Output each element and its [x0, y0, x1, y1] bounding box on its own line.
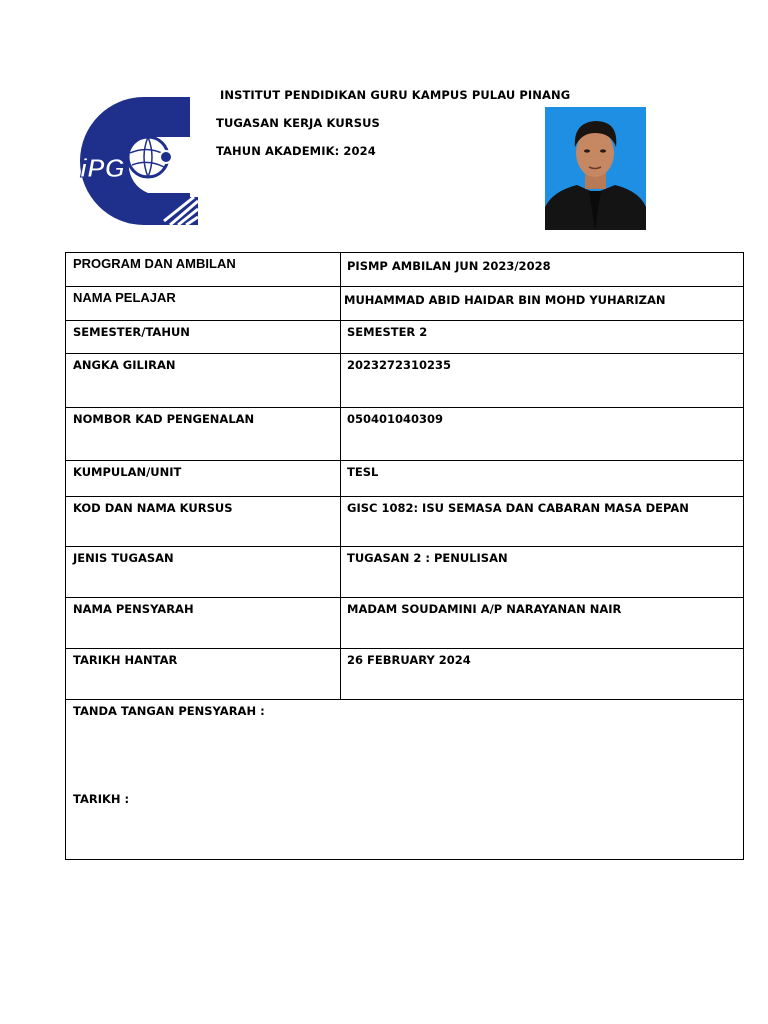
- index-number-label: ANGKA GILIRAN: [66, 354, 341, 408]
- student-name-label: NAMA PELAJAR: [66, 287, 341, 321]
- academic-year: TAHUN AKADEMIK: 2024: [216, 144, 376, 158]
- assignment-type-label: JENIS TUGASAN: [66, 547, 341, 598]
- table-row: [66, 598, 744, 649]
- table-row: [66, 497, 744, 547]
- signature-row: [66, 700, 744, 860]
- ic-number-label: NOMBOR KAD PENGENALAN: [66, 408, 341, 461]
- table-row: [66, 547, 744, 598]
- signature-date-label: TARIKH :: [73, 792, 130, 806]
- lecturer-signature-label: TANDA TANGAN PENSYARAH :: [73, 704, 265, 718]
- table-row: [66, 461, 744, 497]
- table-row: [66, 287, 744, 321]
- signature-cell: [66, 700, 744, 860]
- table-row: [66, 321, 744, 354]
- course-value: GISC 1082: ISU SEMASA DAN CABARAN MASA DEPAN: [341, 497, 744, 547]
- lecturer-value: MADAM SOUDAMINI A/P NARAYANAN NAIR: [341, 598, 744, 649]
- lecturer-label: NAMA PENSYARAH: [66, 598, 341, 649]
- student-name-value: MUHAMMAD ABID HAIDAR BIN MOHD YUHARIZAN: [341, 287, 744, 321]
- course-label: KOD DAN NAMA KURSUS: [66, 497, 341, 547]
- logo-text: iPG: [80, 153, 125, 183]
- table-row: [66, 408, 744, 461]
- student-info-table: [65, 252, 744, 860]
- group-value: TESL: [341, 461, 744, 497]
- ipg-logo: [78, 97, 198, 225]
- table-row: [66, 649, 744, 700]
- submission-date-value: 26 FEBRUARY 2024: [341, 649, 744, 700]
- table-row: [66, 253, 744, 287]
- semester-label: SEMESTER/TAHUN: [66, 321, 341, 354]
- semester-value: SEMESTER 2: [341, 321, 744, 354]
- index-number-value: 2023272310235: [341, 354, 744, 408]
- table-row: [66, 354, 744, 408]
- document-type: TUGASAN KERJA KURSUS: [216, 116, 380, 130]
- group-label: KUMPULAN/UNIT: [66, 461, 341, 497]
- student-photo: [545, 107, 646, 230]
- submission-date-label: TARIKH HANTAR: [66, 649, 341, 700]
- program-value: PISMP AMBILAN JUN 2023/2028: [341, 253, 744, 287]
- institute-name: INSTITUT PENDIDIKAN GURU KAMPUS PULAU PINANG: [220, 88, 571, 102]
- assignment-type-value: TUGASAN 2 : PENULISAN: [341, 547, 744, 598]
- ic-number-value: 050401040309: [341, 408, 744, 461]
- program-label: PROGRAM DAN AMBILAN: [66, 253, 341, 287]
